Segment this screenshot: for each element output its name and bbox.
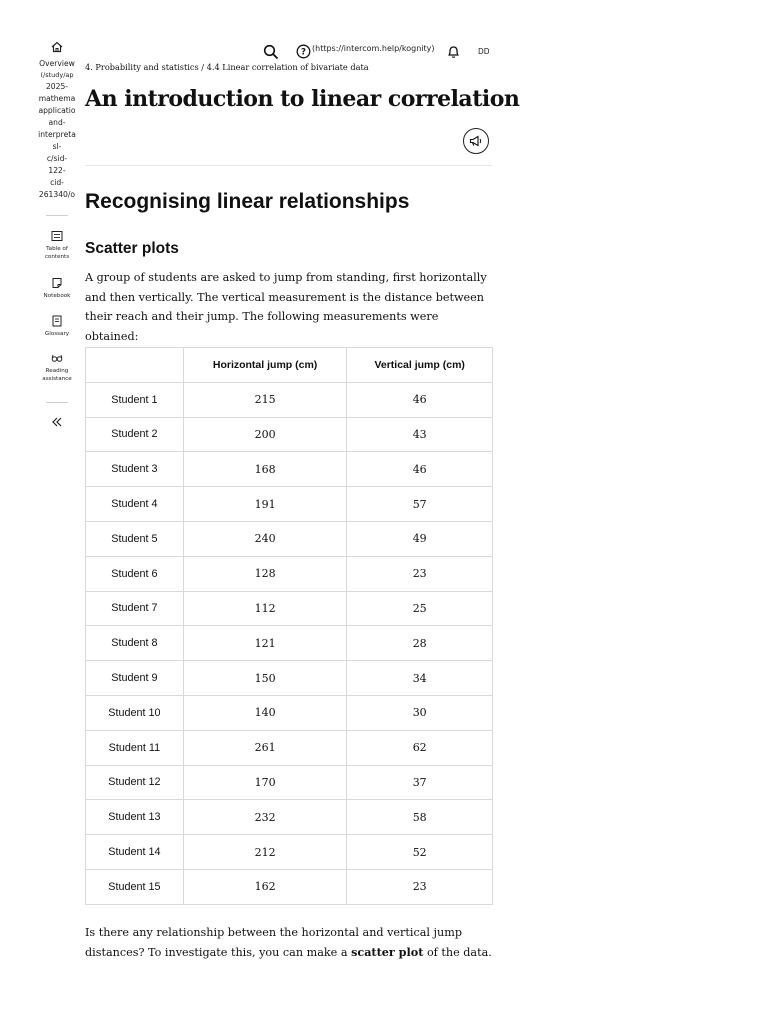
sidebar-item-label bbox=[30, 245, 84, 261]
vertical-jump-cell: 34 bbox=[347, 661, 493, 696]
vertical-jump-cell: 43 bbox=[347, 417, 493, 452]
table-header-cell: Horizontal jump (cm) bbox=[183, 348, 347, 383]
label-line: contents bbox=[44, 254, 70, 260]
overview-line: interpreta bbox=[38, 130, 76, 139]
sidebar-item-table-of-contents[interactable] bbox=[30, 230, 84, 261]
overview-line: Overview bbox=[39, 59, 75, 68]
glossary-term-link[interactable]: scatter plot bbox=[351, 944, 424, 959]
vertical-jump-cell: 46 bbox=[347, 452, 493, 487]
title-divider bbox=[85, 165, 492, 166]
student-name-cell: Student 2 bbox=[86, 417, 184, 452]
table-row bbox=[86, 452, 493, 487]
horizontal-jump-cell: 240 bbox=[183, 521, 347, 556]
overview-line: c/sid- bbox=[46, 154, 68, 163]
horizontal-jump-cell: 162 bbox=[183, 869, 347, 904]
sidebar-item-notebook[interactable] bbox=[30, 277, 84, 300]
sidebar-divider bbox=[46, 402, 68, 403]
horizontal-jump-cell: 112 bbox=[183, 591, 347, 626]
overview-line: 122- bbox=[48, 166, 66, 175]
table-row bbox=[86, 661, 493, 696]
svg-text:?: ? bbox=[301, 47, 306, 58]
horizontal-jump-cell: 261 bbox=[183, 730, 347, 765]
vertical-jump-cell: 57 bbox=[347, 487, 493, 522]
student-name-cell: Student 7 bbox=[86, 591, 184, 626]
sidebar-divider bbox=[46, 215, 68, 216]
section-title: Recognising linear relationships bbox=[85, 190, 410, 213]
vertical-jump-cell: 28 bbox=[347, 626, 493, 661]
student-name-cell: Student 14 bbox=[86, 835, 184, 870]
closing-text: Is there any relationship between the horizontal and vertical jump distances? To investigate this, you can make a bbox=[85, 926, 462, 959]
vertical-jump-cell: 49 bbox=[347, 521, 493, 556]
vertical-jump-cell: 46 bbox=[347, 382, 493, 417]
home-icon[interactable] bbox=[50, 40, 64, 54]
subsection-title: Scatter plots bbox=[85, 240, 179, 257]
notifications-bell-icon[interactable] bbox=[446, 44, 461, 59]
vertical-jump-cell: 62 bbox=[347, 730, 493, 765]
table-row bbox=[86, 521, 493, 556]
page-title: An introduction to linear correlation bbox=[85, 86, 520, 112]
table-row bbox=[86, 765, 493, 800]
vertical-jump-cell: 30 bbox=[347, 695, 493, 730]
label-line: assistance bbox=[42, 376, 72, 382]
overview-line: cid- bbox=[50, 178, 64, 187]
student-name-cell: Student 13 bbox=[86, 800, 184, 835]
student-name-cell: Student 12 bbox=[86, 765, 184, 800]
glossary-icon bbox=[51, 315, 63, 327]
overview-link[interactable] bbox=[30, 58, 84, 201]
overview-line: applicatio bbox=[38, 106, 76, 115]
table-row bbox=[86, 626, 493, 661]
horizontal-jump-cell: 140 bbox=[183, 695, 347, 730]
overview-line: 261340/o bbox=[38, 190, 76, 199]
label-line: Table of bbox=[46, 246, 68, 252]
help-link[interactable]: (https://intercom.help/kognity) bbox=[312, 44, 435, 53]
table-row bbox=[86, 487, 493, 522]
reading-glasses-icon bbox=[51, 352, 63, 364]
sidebar-item-label: Glossary bbox=[44, 331, 70, 337]
student-name-cell: Student 10 bbox=[86, 695, 184, 730]
table-row bbox=[86, 591, 493, 626]
overview-line: mathema bbox=[38, 94, 76, 103]
search-icon[interactable] bbox=[263, 44, 279, 60]
overview-line: sl- bbox=[52, 142, 62, 151]
intro-paragraph: A group of students are asked to jump from standing, first horizontally and then vertically. The vertical measurement is the distance between their reach and their jump. The following measurements were obtained: bbox=[85, 271, 487, 343]
student-name-cell: Student 9 bbox=[86, 661, 184, 696]
announcements-button[interactable] bbox=[463, 128, 489, 154]
table-row bbox=[86, 695, 493, 730]
closing-paragraph bbox=[85, 923, 495, 962]
vertical-jump-cell: 23 bbox=[347, 869, 493, 904]
horizontal-jump-cell: 128 bbox=[183, 556, 347, 591]
sidebar-item-reading-assistance[interactable] bbox=[30, 352, 84, 383]
horizontal-jump-cell: 212 bbox=[183, 835, 347, 870]
overview-line: 2025- bbox=[45, 82, 69, 91]
notebook-icon bbox=[51, 277, 63, 289]
table-of-contents-icon bbox=[51, 230, 63, 242]
collapse-sidebar-icon[interactable] bbox=[50, 416, 64, 428]
student-name-cell: Student 8 bbox=[86, 626, 184, 661]
horizontal-jump-cell: 191 bbox=[183, 487, 347, 522]
table-row bbox=[86, 800, 493, 835]
student-name-cell: Student 11 bbox=[86, 730, 184, 765]
student-name-cell: Student 6 bbox=[86, 556, 184, 591]
closing-text: of the data. bbox=[423, 945, 492, 959]
vertical-jump-cell: 37 bbox=[347, 765, 493, 800]
student-name-cell: Student 4 bbox=[86, 487, 184, 522]
table-header-cell bbox=[86, 348, 184, 383]
student-name-cell: Student 3 bbox=[86, 452, 184, 487]
breadcrumb[interactable]: 4. Probability and statistics / 4.4 Linear correlation of bivariate data bbox=[85, 62, 369, 72]
horizontal-jump-cell: 215 bbox=[183, 382, 347, 417]
vertical-jump-cell: 23 bbox=[347, 556, 493, 591]
student-name-cell: Student 5 bbox=[86, 521, 184, 556]
overview-line: and- bbox=[48, 118, 66, 127]
vertical-jump-cell: 58 bbox=[347, 800, 493, 835]
sidebar-item-label bbox=[30, 367, 84, 383]
horizontal-jump-cell: 168 bbox=[183, 452, 347, 487]
table-row bbox=[86, 869, 493, 904]
horizontal-jump-cell: 150 bbox=[183, 661, 347, 696]
megaphone-icon bbox=[469, 135, 483, 147]
user-avatar[interactable]: DD bbox=[478, 47, 490, 56]
horizontal-jump-cell: 170 bbox=[183, 765, 347, 800]
table-row bbox=[86, 417, 493, 452]
vertical-jump-cell: 25 bbox=[347, 591, 493, 626]
vertical-jump-cell: 52 bbox=[347, 835, 493, 870]
table-row bbox=[86, 382, 493, 417]
table-row bbox=[86, 730, 493, 765]
table-row bbox=[86, 556, 493, 591]
help-icon[interactable] bbox=[296, 44, 311, 59]
table-row bbox=[86, 835, 493, 870]
student-name-cell: Student 1 bbox=[86, 382, 184, 417]
horizontal-jump-cell: 232 bbox=[183, 800, 347, 835]
table-header-cell: Vertical jump (cm) bbox=[347, 348, 493, 383]
table-header-row bbox=[86, 348, 493, 383]
student-name-cell: Student 15 bbox=[86, 869, 184, 904]
overview-line: (/study/ap bbox=[40, 71, 74, 79]
label-line: Reading bbox=[45, 368, 69, 374]
horizontal-jump-cell: 121 bbox=[183, 626, 347, 661]
sidebar-item-label: Notebook bbox=[43, 293, 71, 299]
jump-data-table bbox=[85, 347, 493, 905]
horizontal-jump-cell: 200 bbox=[183, 417, 347, 452]
sidebar-item-glossary[interactable] bbox=[30, 315, 84, 338]
